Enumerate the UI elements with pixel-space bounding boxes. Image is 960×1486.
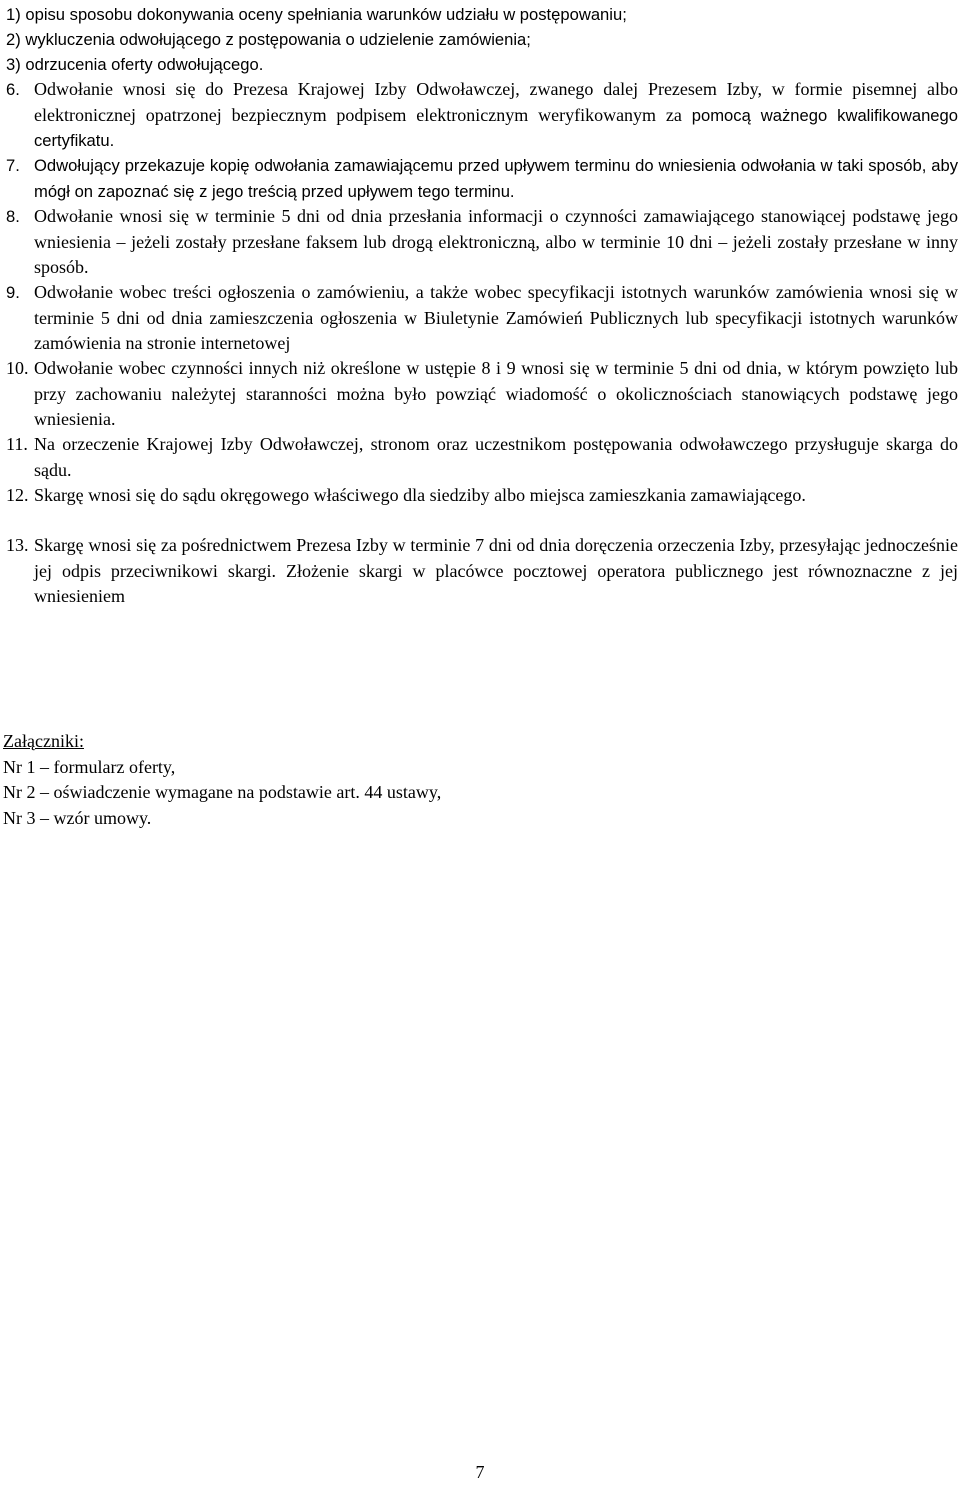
item-text-serif: Odwołanie wnosi się do Prezesa Krajowej Izby Odwoławczej, zwanego dalej Prezesem Izby, w formie pisemnej albo elektronicznej opatrzonej bezpiecznym podpisem elektronicznym weryfikowanym za (34, 79, 958, 125)
list-item-7 (0, 153, 958, 204)
item-text: Na orzeczenie Krajowej Izby Odwoławczej, stronom oraz uczestnikom postępowania odwoławczego przysługuje skarga do sądu. (34, 434, 958, 480)
intro-line-3: 3) odrzucenia oferty odwołującego. (6, 55, 264, 74)
list-item-8 (0, 204, 958, 281)
page-number: 7 (475, 1462, 485, 1482)
item-text: Skargę wnosi się za pośrednictwem Prezesa Izby w terminie 7 dni od dnia doręczenia orzeczenia Izby, przesyłając jednocześnie jej odpis przeciwnikowi skargi. Złożenie skargi w placówce pocztowej operatora publicznego jest równoznaczne z jej wniesieniem (34, 535, 958, 606)
item-text-sans: pomocą ważnego kwalifikowanego certyfikatu. (34, 105, 958, 150)
list-item-13 (0, 533, 958, 610)
list-item-6 (0, 77, 958, 154)
intro-line-1: 1) opisu sposobu dokonywania oceny spełniania warunków udziału w postępowaniu; (6, 5, 627, 24)
attachments-section (3, 729, 441, 831)
item-text: Odwołujący przekazuje kopię odwołania zamawiającemu przed upływem terminu do wniesienia odwołania w taki sposób, aby mógł on zapoznać się z jego treścią przed upływem tego terminu. (34, 156, 958, 201)
item-number: 7. (6, 156, 20, 175)
item-number: 8. (6, 207, 20, 226)
list-item-9 (0, 280, 958, 357)
item-text: Odwołanie wnosi się w terminie 5 dni od dnia przesłania informacji o czynności zamawiającego stanowiącej podstawę jego wniesienia – jeżeli zostały przesłane faksem lub drogą elektroniczną, albo w terminie 10 dni – jeżeli zostały przesłane w inny sposób. (34, 206, 958, 277)
attachment-item-3: Nr 3 – wzór umowy. (3, 807, 152, 828)
item-text: Skargę wnosi się do sądu okręgowego właściwego dla siedziby albo miejsca zamieszkania zamawiającego. (34, 485, 806, 505)
list-item-11 (0, 432, 958, 483)
item-number: 12. (6, 485, 29, 505)
item-text (34, 77, 958, 154)
item-number: 11. (6, 434, 28, 454)
attachment-item-1: Nr 1 – formularz oferty, (3, 756, 176, 777)
item-number: 10. (6, 358, 29, 378)
item-number: 13. (6, 535, 29, 555)
item-text: Odwołanie wobec treści ogłoszenia o zamówieniu, a także wobec specyfikacji istotnych warunków zamówienia wnosi się w terminie 5 dni od dnia zamieszczenia ogłoszenia w Biuletynie Zamówień Publicznych lub specyfikacji istotnych warunków zamówienia na stronie internetowej (34, 282, 958, 353)
intro-line-2: 2) wykluczenia odwołującego z postępowania o udzielenie zamówienia; (6, 30, 531, 49)
item-number: 6. (6, 80, 20, 99)
item-number: 9. (6, 283, 20, 302)
item-text: Odwołanie wobec czynności innych niż określone w ustępie 8 i 9 wnosi się w terminie 5 dni od dnia, w którym powzięto lub przy zachowaniu należytej staranności można było powziąć wiadomość o okolicznościach stanowiących podstawę jego wniesienia. (34, 358, 958, 429)
attachments-title: Załączniki: (3, 731, 84, 751)
list-item-12 (0, 483, 958, 509)
list-item-10 (0, 356, 958, 433)
attachment-item-2: Nr 2 – oświadczenie wymagane na podstawie art. 44 ustawy, (3, 782, 442, 802)
